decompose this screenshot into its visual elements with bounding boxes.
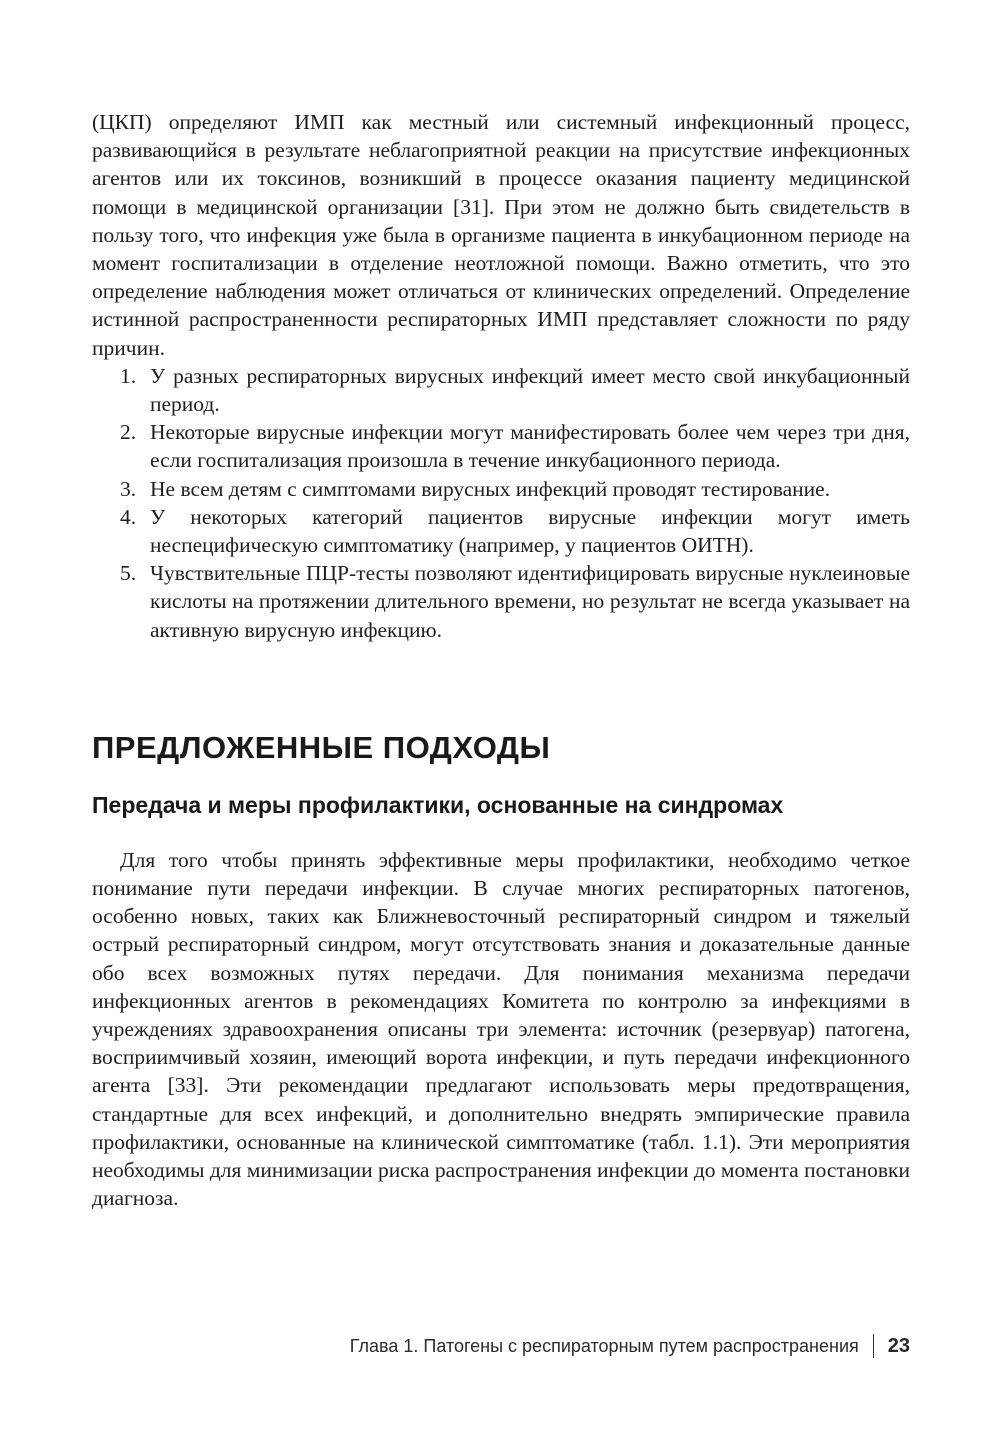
list-item [92,503,910,559]
page-content [92,108,910,1213]
list-item-number: 1. [120,363,137,388]
footer-divider [873,1334,874,1358]
section-heading: ПРЕДЛОЖЕННЫЕ ПОДХОДЫ [92,729,551,765]
list-item-number: 2. [120,420,137,445]
intro-paragraph: (ЦКП) определяют ИМП как местный или системный инфекционный процесс, развивающийся в результате неблагоприятной реакции на присутствие инфекционных агентов или их токсинов, возникший в процессе оказания пациенту медицинской помощи в медицинской организации [31]. При этом не должно быть свидетельств в пользу того, что инфекция уже была в организме пациента в инкубационном периоде на момент госпитализации в отделение неотложной помощи. Важно отметить, что это определение наблюдения может отличаться от клинических определений. Определение истинной распространенности респираторных ИМП представляет сложности по ряду причин. [92,110,910,360]
reasons-list [92,362,910,644]
list-item-number: 3. [120,476,137,501]
list-item-text: У разных респираторных вирусных инфекций имеет место свой инкубационный период. [150,363,910,417]
subsection-heading: Передача и меры профилактики, основанные на синдромах [92,791,784,818]
list-item [92,362,910,418]
list-item-number: 5. [120,561,137,586]
list-item [92,475,910,503]
list-item [92,418,910,474]
footer-chapter-title: Глава 1. Патогены с респираторным путем распространения [349,1335,859,1356]
list-item-text: Некоторые вирусные инфекции могут манифестировать более чем через три дня, если госпитализация произошла в течение инкубационного периода. [150,420,910,473]
page-number: 23 [887,1334,910,1357]
list-item-text: Чувствительные ПЦР-тесты позволяют идентифицировать вирусные нуклеиновые кислоты на протяжении длительного времени, но результат не всегда указывает на активную вирусную инфекцию. [150,561,910,642]
list-item-number: 4. [120,504,137,529]
list-item [92,559,910,644]
body-paragraph: Для того чтобы принять эффективные меры профилактики, необходимо четкое понимание пути передачи инфекции. В случае многих респираторных патогенов, особенно новых, таких как Ближневосточный респираторный синдром и тяжелый острый респираторный синдром, могут отсутствовать знания и доказательные данные обо всех возможных путях передачи. Для понимания механизма передачи инфекционных агентов в рекомендациях Комитета по контролю за инфекциями в учреждениях здравоохранения описаны три элемента: источник (резервуар) патогена, восприимчивый хозяин, имеющий ворота инфекции, и путь передачи инфекционного агента [33]. Эти рекомендации предлагают использовать меры предотвращения, стандартные для всех инфекций, и дополнительно внедрять эмпирические правила профилактики, основанные на клинической симптоматике (табл. 1.1). Эти мероприятия необходимы для минимизации риска распространения инфекции до момента постановки диагноза. [92,847,910,1211]
page-footer [350,1334,910,1358]
list-item-text: У некоторых категорий пациентов вирусные инфекции могут иметь неспецифическую симптоматику (например, у пациентов ОИТН). [150,504,910,558]
list-item-text: Не всем детям с симптомами вирусных инфекций проводят тестирование. [150,476,831,501]
